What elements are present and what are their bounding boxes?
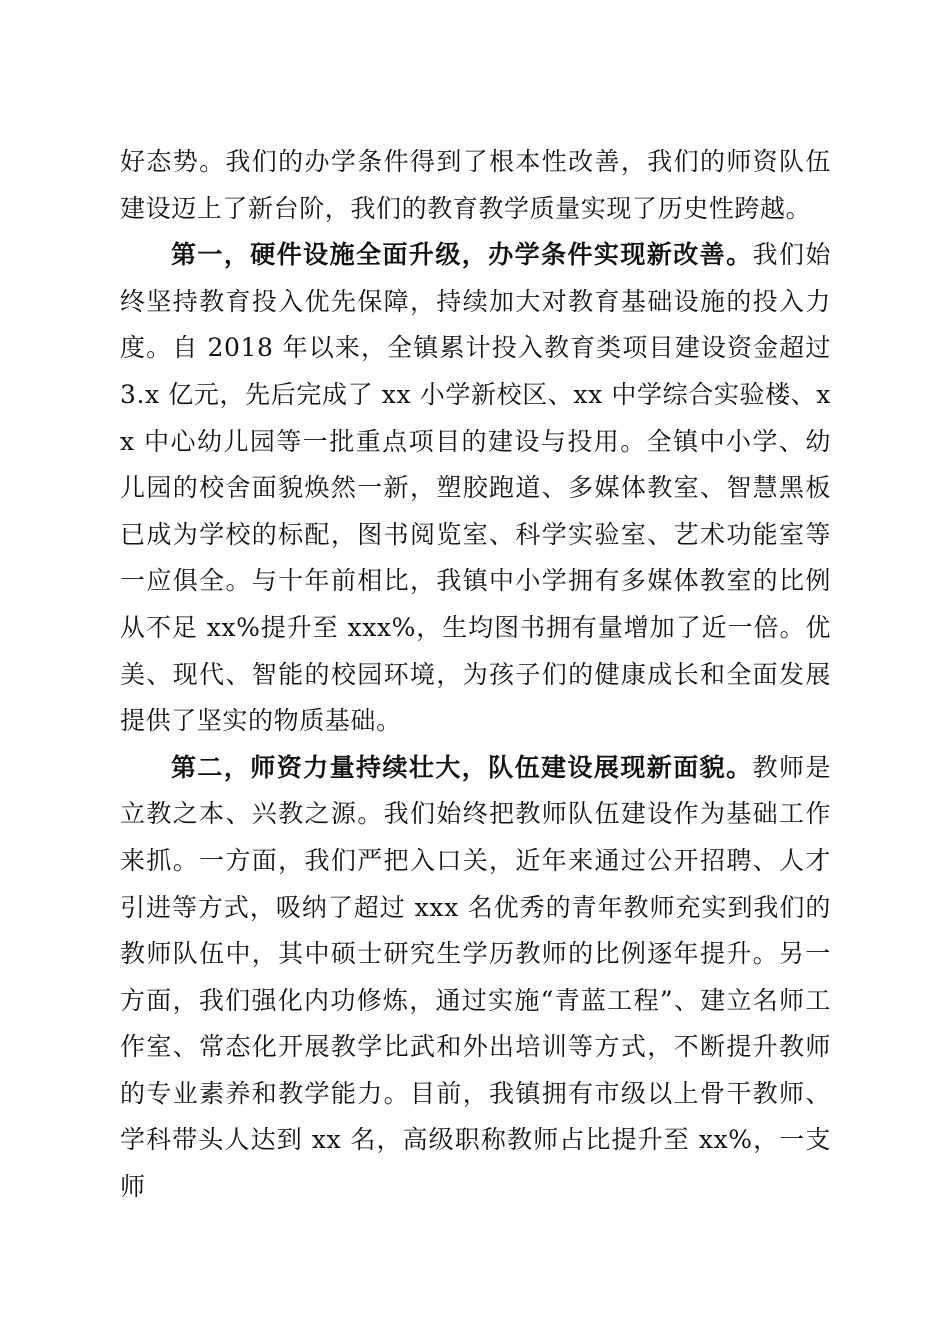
- paragraph-heading: 第二，师资力量持续壮大，队伍建设展现新面貌。: [171, 752, 753, 782]
- paragraph-teachers: [120, 745, 831, 1211]
- paragraph-text: 我们始终坚持教育投入优先保障，持续加大对教育基础设施的投入力度。自 2018 年以来，全镇累计投入教育类项目建设资金超过 3.x 亿元，先后完成了 xx 小学新校区、xx 中学综合实验楼、xx 中心幼儿园等一批重点项目的建设与投用。全镇中小学、幼儿园的校舍面貌焕然一新，塑胶跑道、多媒体教室、智慧黑板已成为学校的标配，图书阅览室、科学实验室、艺术功能室等一应俱全。与十年前相比，我镇中小学拥有多媒体教室的比例从不足 xx%提升至 xxx%，生均图书拥有量增加了近一倍。优美、现代、智能的校园环境，为孩子们的健康成长和全面发展提供了坚实的物质基础。: [120, 240, 831, 736]
- paragraph-continuation: [120, 139, 831, 232]
- paragraph-heading: 第一，硬件设施全面升级，办学条件实现新改善。: [171, 240, 753, 270]
- paragraph-text: 教师是立教之本、兴教之源。我们始终把教师队伍建设作为基础工作来抓。一方面，我们严把入口关，近年来通过公开招聘、人才引进等方式，吸纳了超过 xxx 名优秀的青年教师充实到我们的教师队伍中，其中硕士研究生学历教师的比例逐年提升。另一方面，我们强化内功修炼，通过实施“青蓝工程”、建立名师工作室、常态化开展教学比武和外出培训等方式，不断提升教师的专业素养和教学能力。目前，我镇拥有市级以上骨干教师、学科带头人达到 xx 名，高级职称教师占比提升至 xx%，一支师: [120, 752, 831, 1202]
- paragraph-hardware: [120, 232, 831, 745]
- document-body: [120, 139, 831, 1211]
- paragraph-text: 好态势。我们的办学条件得到了根本性改善，我们的师资队伍建设迈上了新台阶，我们的教育教学质量实现了历史性跨越。: [120, 147, 831, 223]
